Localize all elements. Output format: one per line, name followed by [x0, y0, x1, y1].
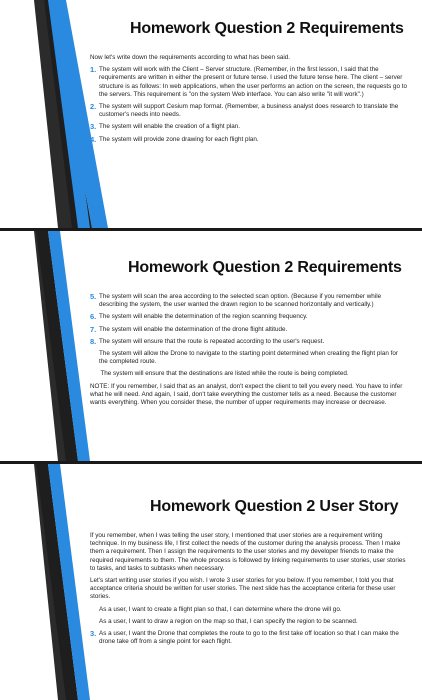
item-number: 3. — [90, 122, 97, 132]
item-number: 7. — [90, 324, 97, 334]
item-number: 1. — [90, 604, 97, 614]
item-number: 1. — [90, 65, 97, 75]
intro-text: Now let's write down the requirements according to what has been said. — [90, 54, 291, 61]
slide-2 — [0, 231, 422, 461]
item-number: 2. — [90, 616, 97, 626]
list-item — [90, 630, 408, 646]
item-number: 5. — [90, 292, 97, 301]
item-text: The system will allow the Drone to navigate to the starting point determined when creating the flight plan for the completed route. — [99, 350, 398, 366]
list-item — [90, 618, 408, 626]
slide-content — [90, 54, 408, 148]
slide-3 — [0, 464, 422, 700]
slide-title: Homework Question 2 User Story — [150, 498, 399, 515]
item-text: The system will enable the creation of a flight plan. — [99, 123, 241, 131]
slide-content — [90, 293, 408, 411]
item-number: 6. — [90, 312, 97, 322]
item-number: 2. — [90, 102, 97, 112]
slide-title: Homework Question 2 Requirements — [128, 259, 402, 276]
slide-1 — [0, 0, 422, 228]
list-item — [90, 370, 408, 378]
item-text: The system will support Cesium map format. (Remember, a business analyst does research to translate the customer's needs into needs. — [99, 103, 399, 119]
item-text: As a user, I want the Drone that completes the route to go to the first take off location so that I can make the drone take off from a single point for each flight. — [99, 630, 399, 646]
item-text: The system will work with the Client – Server structure. (Remember, in the first lesson, I said that the requirements are written in either the present or future tense. I used the future tense here. The client – server structure is as follows: In web applications, when the user performs an action on the screen, the requests go to the servers. This requirement is "on the system Web interface. You can also write "it will work".) — [99, 66, 408, 98]
slide-content — [90, 532, 408, 650]
item-number: 8. — [90, 336, 97, 346]
item-text: The system will enable the determination of the drone flight altitude. — [99, 325, 288, 333]
item-text: The system will provide zone drawing for each flight plan. — [99, 135, 259, 143]
item-text: As a user, I want to draw a region on the map so that, I can specify the region to be scanned. — [99, 617, 358, 625]
list-item — [90, 606, 408, 614]
list-item — [90, 338, 408, 346]
paragraph: Let's start writing user stories if you wish. I wrote 3 user stories for you below. If you remember, I told you that acceptance criteria should be written for user stories. The next slide has the acceptance criteria for these user stories. — [90, 577, 396, 601]
item-text: As a user, I want to create a flight plan so that, I can determine where the drone will go. — [99, 605, 342, 613]
list-item — [90, 350, 408, 366]
item-number: 4. — [90, 134, 97, 144]
item-text: The system will enable the determination of the region scanning frequency. — [99, 313, 308, 321]
item-number: 3. — [90, 629, 97, 639]
list-item — [90, 123, 408, 131]
list-item — [90, 293, 408, 309]
item-number: 10. — [90, 369, 101, 379]
item-text: The system will ensure that the route is repeated according to the user's request. — [99, 337, 325, 345]
item-text: The system will ensure that the destinations are listed while the route is being completed. — [100, 370, 349, 378]
item-number: 9. — [90, 349, 97, 359]
list-item — [90, 103, 408, 119]
list-item — [90, 313, 408, 321]
list-item — [90, 326, 408, 334]
note-text: NOTE: If you remember, I said that as an analyst, don't expect the client to tell you every need. You have to infer what he will need. And again, I said, don't take everything the customer tells as a need. Because the customer wants everything. When you consider these, the number of upper requirements may increase or decrease. — [90, 382, 403, 407]
list-item — [90, 136, 408, 144]
item-text: The system will scan the area according to the selected scan option. (Because if you remember while describing the system, the user wanted the drawn region to be scanned horizontally and vertically.) — [99, 293, 382, 309]
list-item — [90, 66, 408, 99]
paragraph: If you remember, when I was telling the user story, I mentioned that user stories are a requirement writing technique. In my business life, I first collect the needs of the customer during the analysis process. Then I make them a requirement. Then I assign the requirements to the user stories and my developer friends to make the required requirements to them. The whole process is followed by linking requirements to user stories, user stories to tasks, and tasks to subtasks when necessary. — [90, 532, 406, 572]
slide-title: Homework Question 2 Requirements — [130, 20, 404, 37]
